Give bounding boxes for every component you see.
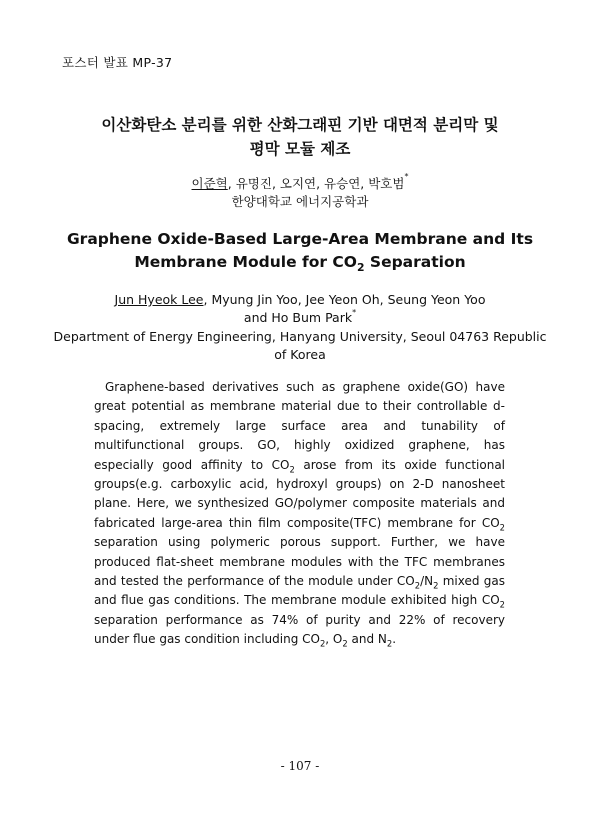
english-authors-line1 — [0, 292, 600, 307]
english-last-author: and Ho Bum Park — [243, 310, 353, 325]
english-coauthors: , Myung Jin Yoo, Jee Yeon Oh, Seung Yeon Yoo — [203, 292, 486, 307]
korean-authors — [0, 174, 600, 192]
page-number: - 107 - — [280, 759, 320, 773]
subscript: 2 — [319, 638, 326, 649]
english-title-text: Membrane Module for CO — [134, 253, 357, 271]
poster-id: 포스터 발표 MP-37 — [62, 55, 173, 70]
abstract-text: separation using polymeric porous support. Further, we have produced flat-sheet membrane modules with the TFC membranes and tested the performance of the module under CO — [94, 535, 505, 589]
korean-presenting-author: 이준혁 — [191, 176, 228, 191]
abstract-text: and N — [347, 632, 387, 647]
abstract-text: mixed gas and flue gas conditions. The membrane module exhibited high CO — [94, 574, 506, 608]
corresponding-mark: * — [404, 172, 409, 181]
subscript: 2 — [289, 464, 295, 475]
subscript: 2 — [433, 580, 439, 591]
english-title-line2 — [0, 253, 600, 275]
subscript: 2 — [499, 599, 505, 610]
english-affiliation-line2: of Korea — [274, 347, 326, 362]
subscript: 2 — [342, 638, 348, 649]
english-title-line1: Graphene Oxide-Based Large-Area Membrane and Its — [66, 230, 534, 248]
subscript: 2 — [386, 638, 393, 649]
abstract-text: /N — [420, 574, 434, 589]
abstract-text: Graphene-based derivatives such as graphene oxide(GO) have great potential as membrane material due to their controllable d-spacing, extremely large surface area and tunability of multifunctional groups. GO, highly oxidized graphene, has especially good affinity to CO — [94, 380, 505, 472]
subscript: 2 — [356, 261, 365, 275]
english-presenting-author: Jun Hyeok Lee — [114, 292, 204, 307]
subscript: 2 — [414, 580, 421, 591]
korean-coauthors: , 유명진, 오지연, 유승연, 박호범 — [227, 176, 405, 191]
corresponding-mark: * — [352, 308, 357, 317]
abstract-text: , O — [325, 632, 343, 647]
korean-affiliation: 한양대학교 에너지공학과 — [231, 194, 369, 209]
korean-title-line1: 이산화탄소 분리를 위한 산화그래핀 기반 대면적 분리막 및 — [101, 116, 499, 134]
korean-title-line2: 평막 모듈 제조 — [249, 140, 351, 158]
abstract-text: arose from its oxide functional groups(e.g. carboxylic acid, hydroxyl groups) on 2-D nanosheet plane. Here, we synthesized GO/polymer composite materials and fabricated large-area thin film composite(TFC) membrane for CO — [94, 457, 506, 530]
subscript: 2 — [499, 522, 505, 533]
english-title-text: Separation — [364, 253, 466, 271]
english-affiliation-line1: Department of Energy Engineering, Hanyang University, Seoul 04763 Republic — [53, 329, 547, 344]
english-authors-line2 — [0, 310, 600, 325]
abstract-text: separation performance as 74% of purity and 22% of recovery under flue gas condition including CO — [94, 612, 505, 647]
abstract-text: . — [392, 632, 397, 647]
abstract — [94, 378, 505, 650]
